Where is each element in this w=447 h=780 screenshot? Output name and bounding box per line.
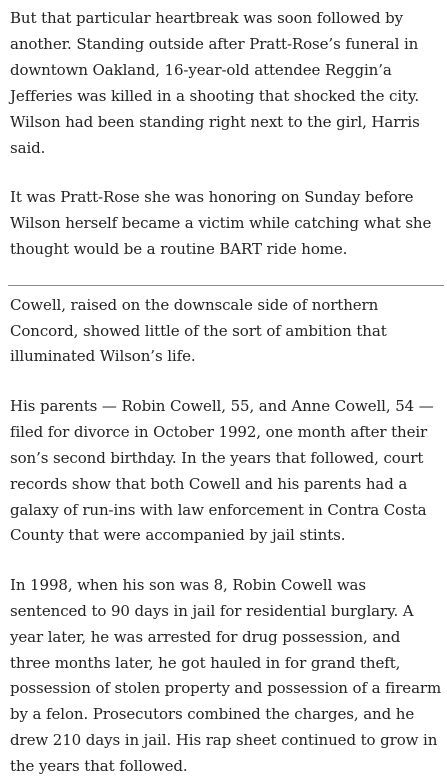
paragraph-pratt-rose: It was Pratt-Rose she was honoring on Sunday before Wilson herself became a victim while catching what she thought would be a routine BART ride home. — [10, 187, 432, 258]
paragraph-gap — [10, 549, 442, 573]
paragraph-robin-cowell-record: In 1998, when his son was 8, Robin Cowell was sentenced to 90 days in jail for residential burglary. A year later, he was arrested for drug possession, and three months later, he got hauled in for grand theft, possession of stolen property and possession of a firearm by a felon. Prosecutors combined the charges, and he drew 210 days in jail. His rap sheet continued to grow in the years that followed. — [10, 575, 442, 776]
paragraph-gap — [10, 370, 442, 394]
article-body — [10, 6, 442, 780]
paragraph-parents: His parents — Robin Cowell, 55, and Anne Cowell, 54 — filed for divorce in October 1992, one month after their son’s second birthday. In the years that followed, court records show that both Cowell and his parents had a galaxy of run-ins with law enforcement in Contra Costa County that were accompanied by jail stints. — [10, 396, 434, 545]
section-divider — [8, 285, 444, 286]
paragraph-cowell-upbringing: Cowell, raised on the downscale side of northern Concord, showed little of the sort of ambition that illuminated Wilson’s life. — [10, 295, 387, 366]
paragraph-heartbreak: But that particular heartbreak was soon followed by another. Standing outside after Pratt-Rose’s funeral in downtown Oakland, 16-year-old attendee Reggin’a Jefferies was killed in a shooting that shocked the city. Wilson had been standing right next to the girl, Harris said. — [10, 9, 420, 157]
paragraph-gap — [10, 161, 442, 185]
